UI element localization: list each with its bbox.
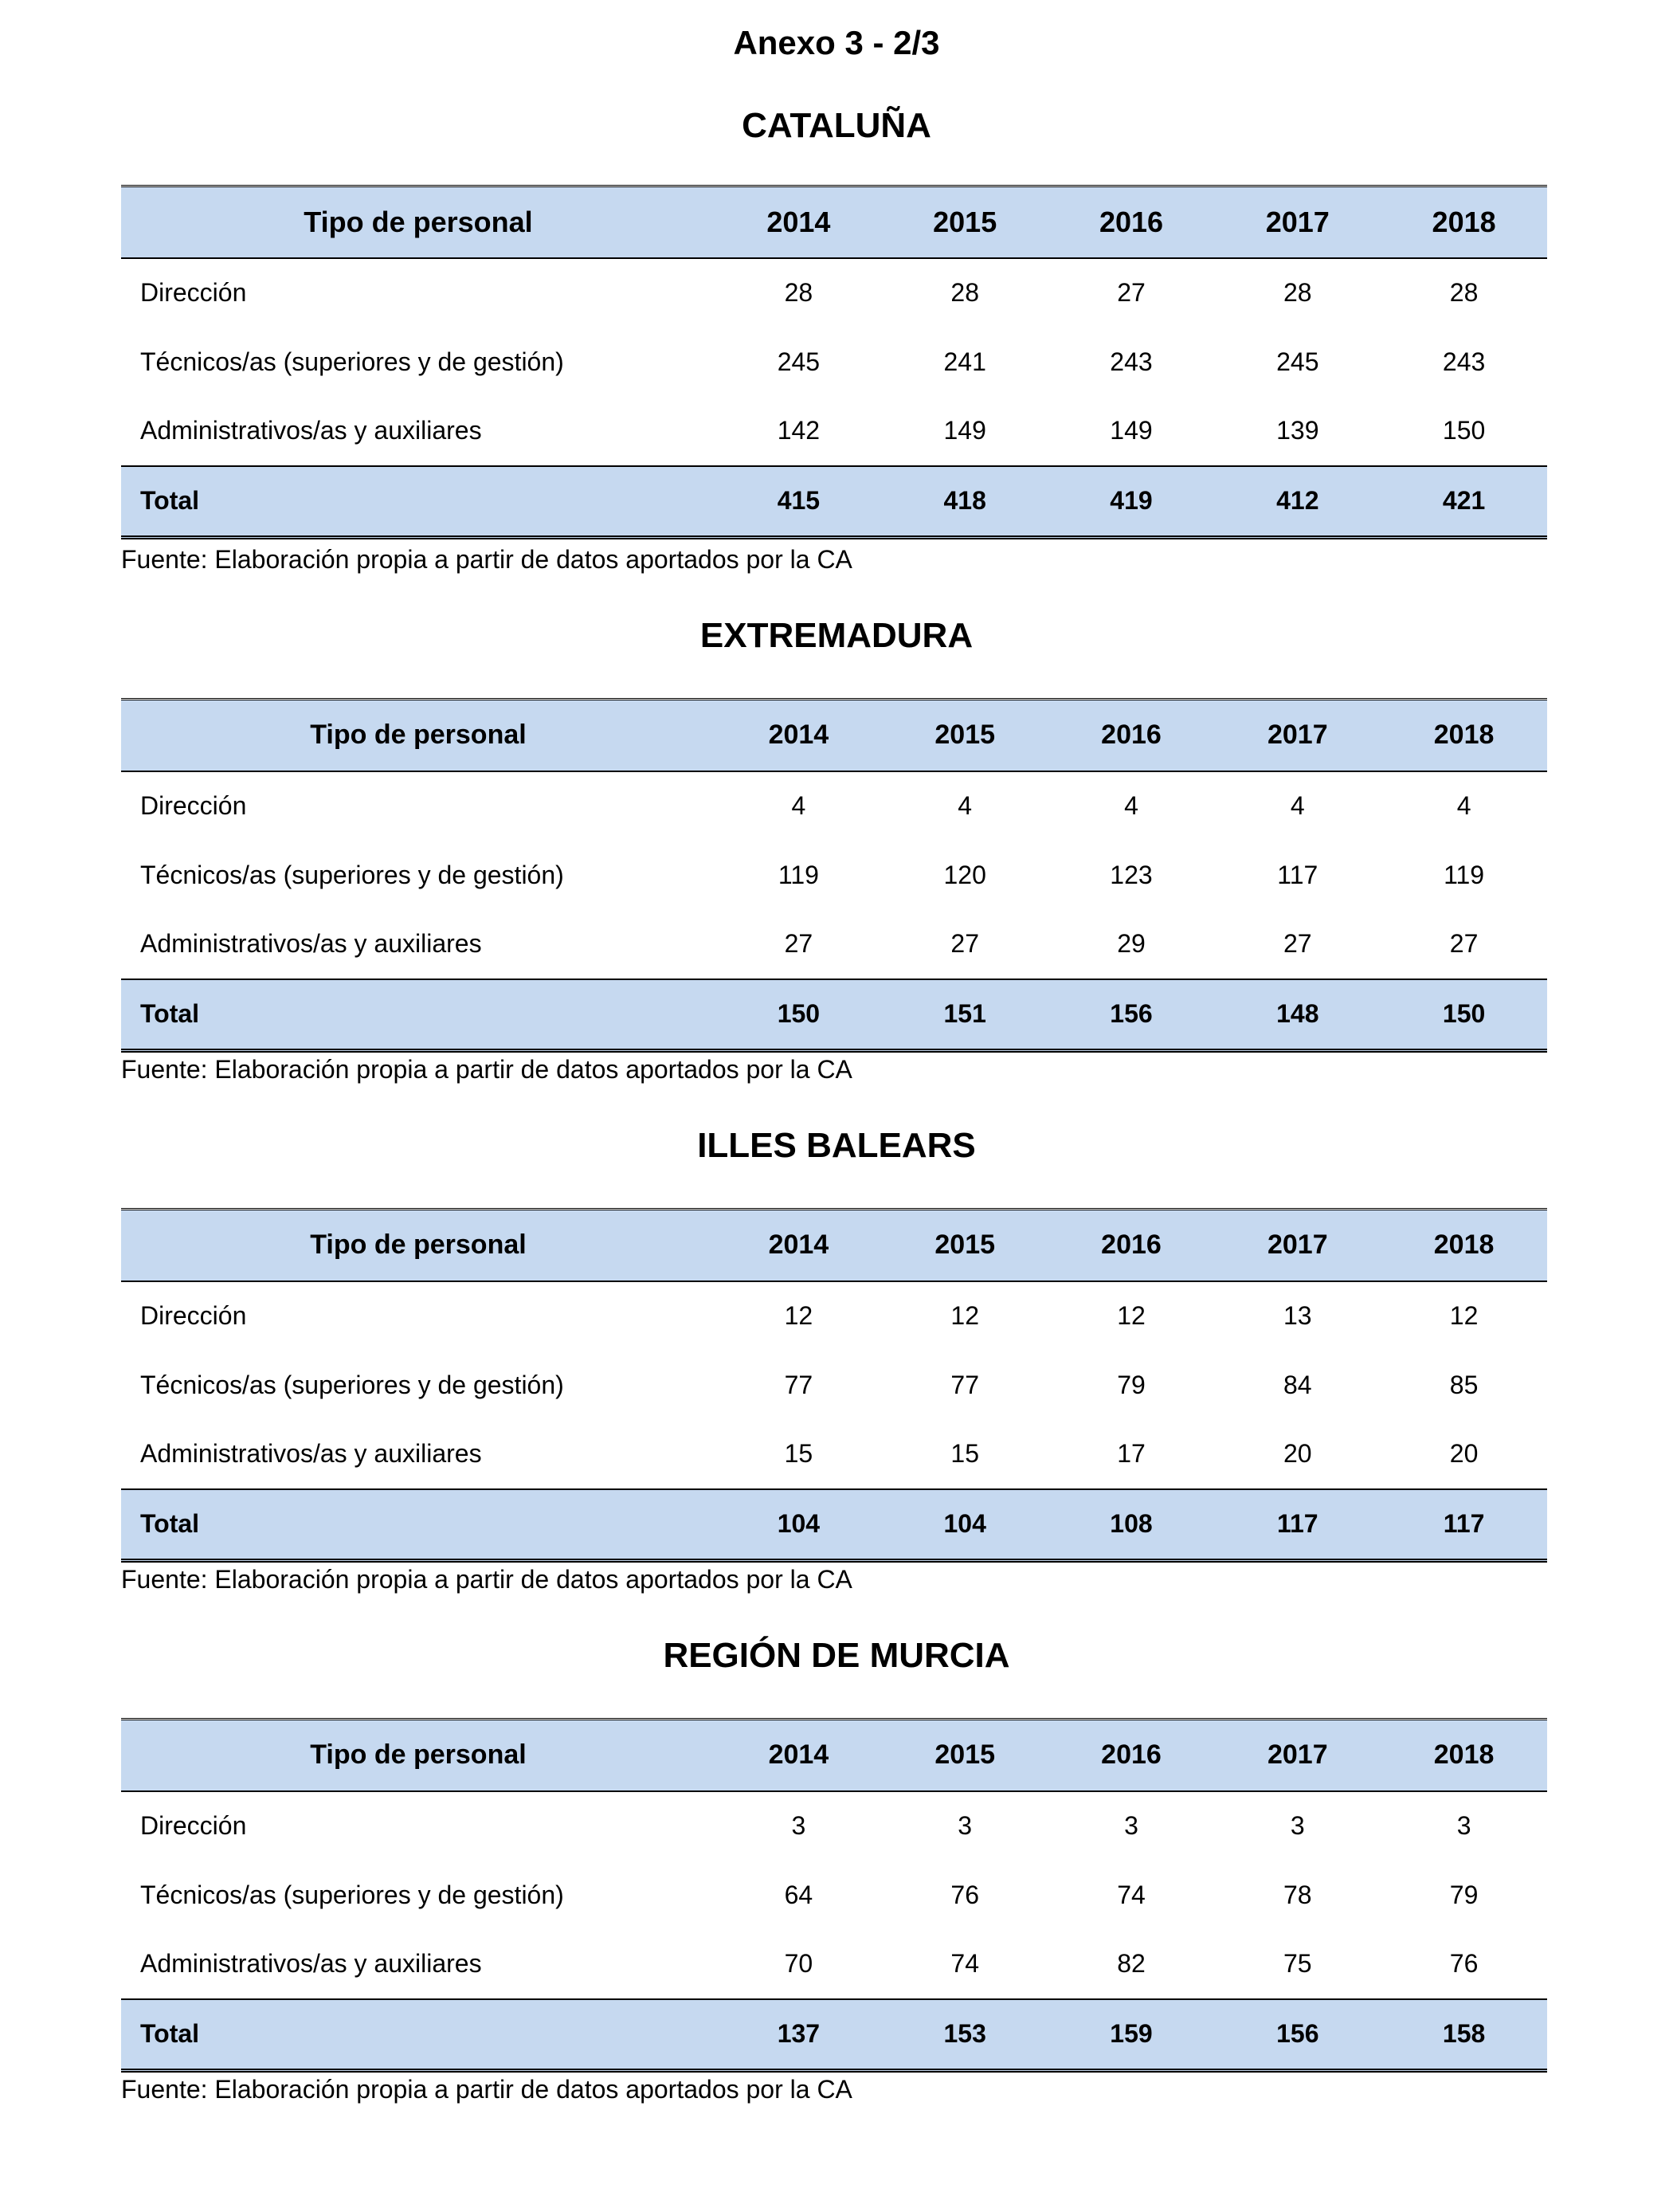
column-header-type: Tipo de personal — [121, 700, 715, 771]
column-header-year: 2015 — [882, 1720, 1048, 1791]
table-cell: 3 — [1456, 1811, 1471, 1840]
table-cell: 12 — [950, 1301, 979, 1330]
total-cell: 419 — [1048, 466, 1215, 538]
table-cell: 28 — [1449, 278, 1479, 307]
column-header-type: Tipo de personal — [121, 186, 715, 258]
row-label: Técnicos/as (superiores y de gestión) — [140, 860, 564, 889]
table-cell: 28 — [1283, 278, 1312, 307]
region-title: EXTREMADURA — [699, 616, 974, 655]
column-header-year: 2014 — [715, 1210, 882, 1281]
table-cell: 4 — [958, 791, 973, 820]
table-cell: 29 — [1117, 929, 1146, 958]
table-cell: 3 — [791, 1811, 806, 1840]
total-cell: 156 — [1048, 979, 1215, 1051]
table-row — [121, 1930, 1547, 1999]
region-section-illes-balears — [120, 1122, 1554, 1608]
total-cell: 156 — [1214, 1999, 1381, 2071]
total-cell: 412 — [1214, 466, 1381, 538]
region-title: CATALUÑA — [742, 106, 931, 145]
total-label: Total — [121, 979, 715, 1051]
table-row — [121, 327, 1547, 397]
column-header-year: 2016 — [1048, 186, 1215, 258]
row-label: Administrativos/as y auxiliares — [140, 929, 482, 958]
table-cell: 12 — [1449, 1301, 1479, 1330]
staff-table — [121, 1208, 1547, 1563]
total-cell: 137 — [715, 1999, 882, 2071]
row-label: Administrativos/as y auxiliares — [140, 1949, 482, 1978]
table-row — [121, 1791, 1547, 1861]
staff-table — [121, 1718, 1547, 2073]
table-cell: 28 — [784, 278, 813, 307]
total-cell: 415 — [715, 466, 882, 538]
column-header-year: 2018 — [1381, 1210, 1547, 1281]
table-cell: 17 — [1117, 1439, 1146, 1468]
total-cell: 150 — [1381, 979, 1547, 1051]
total-cell: 153 — [882, 1999, 1048, 2071]
column-header-year: 2015 — [882, 1210, 1048, 1281]
table-cell: 139 — [1276, 416, 1319, 445]
row-label: Administrativos/as y auxiliares — [140, 416, 482, 445]
table-cell: 3 — [1124, 1811, 1138, 1840]
total-row — [121, 466, 1547, 538]
column-header-type: Tipo de personal — [121, 1720, 715, 1791]
table-cell: 4 — [791, 791, 806, 820]
table-row — [121, 1351, 1547, 1420]
table-cell: 245 — [777, 347, 821, 376]
table-cell: 12 — [1117, 1301, 1146, 1330]
column-header-year: 2015 — [882, 186, 1048, 258]
table-cell: 20 — [1283, 1439, 1312, 1468]
table-cell: 27 — [1283, 929, 1312, 958]
row-label: Técnicos/as (superiores y de gestión) — [140, 1880, 564, 1909]
table-cell: 27 — [950, 929, 979, 958]
row-label: Dirección — [140, 1811, 247, 1840]
table-cell: 75 — [1283, 1949, 1312, 1978]
column-header-year: 2017 — [1214, 186, 1381, 258]
table-row — [121, 1420, 1547, 1489]
total-row — [121, 1489, 1547, 1561]
total-label: Total — [121, 1999, 715, 2071]
table-cell: 77 — [784, 1370, 813, 1399]
staff-table — [121, 185, 1547, 539]
table-row — [121, 771, 1547, 841]
total-cell: 117 — [1381, 1489, 1547, 1561]
table-cell: 243 — [1110, 347, 1153, 376]
column-header-year: 2016 — [1048, 700, 1215, 771]
table-cell: 27 — [1117, 278, 1146, 307]
table-cell: 120 — [943, 860, 986, 889]
total-cell: 158 — [1381, 1999, 1547, 2071]
table-cell: 142 — [777, 416, 821, 445]
table-cell: 123 — [1110, 860, 1153, 889]
total-cell: 418 — [882, 466, 1048, 538]
table-cell: 27 — [1449, 929, 1479, 958]
region-title: REGIÓN DE MURCIA — [663, 1636, 1010, 1675]
table-cell: 15 — [950, 1439, 979, 1468]
column-header-year: 2014 — [715, 1720, 882, 1791]
table-cell: 79 — [1117, 1370, 1146, 1399]
table-cell: 85 — [1449, 1370, 1479, 1399]
column-header-year: 2017 — [1214, 1210, 1381, 1281]
table-cell: 3 — [958, 1811, 973, 1840]
table-cell: 150 — [1442, 416, 1486, 445]
table-cell: 3 — [1290, 1811, 1305, 1840]
table-cell: 149 — [943, 416, 986, 445]
region-section-murcia — [120, 1632, 1554, 2118]
table-row — [121, 910, 1547, 979]
column-header-year: 2018 — [1381, 186, 1547, 258]
column-header-year: 2016 — [1048, 1720, 1215, 1791]
region-title: ILLES BALEARS — [697, 1126, 976, 1165]
column-header-year: 2018 — [1381, 1720, 1547, 1791]
table-header-row — [121, 186, 1547, 258]
table-cell: 4 — [1456, 791, 1471, 820]
table-cell: 117 — [1277, 860, 1318, 889]
total-cell: 104 — [715, 1489, 882, 1561]
column-header-year: 2016 — [1048, 1210, 1215, 1281]
table-cell: 241 — [943, 347, 986, 376]
total-row — [121, 979, 1547, 1051]
table-cell: 12 — [784, 1301, 813, 1330]
row-label: Dirección — [140, 791, 247, 820]
source-note: Fuente: Elaboración propia a partir de datos aportados por la CA — [121, 1565, 852, 1594]
column-header-year: 2017 — [1214, 1720, 1381, 1791]
column-header-type: Tipo de personal — [121, 1210, 715, 1281]
table-cell: 70 — [784, 1949, 813, 1978]
column-header-year: 2018 — [1381, 700, 1547, 771]
table-header-row — [121, 1210, 1547, 1281]
table-cell: 84 — [1283, 1370, 1312, 1399]
row-label: Dirección — [140, 1301, 247, 1330]
table-header-row — [121, 1720, 1547, 1791]
total-cell: 148 — [1214, 979, 1381, 1051]
table-cell: 28 — [950, 278, 979, 307]
table-cell: 20 — [1449, 1439, 1479, 1468]
total-row — [121, 1999, 1547, 2071]
total-cell: 159 — [1048, 1999, 1215, 2071]
table-row — [121, 397, 1547, 466]
total-label: Total — [121, 466, 715, 538]
table-row — [121, 1861, 1547, 1930]
table-cell: 4 — [1124, 791, 1138, 820]
table-row — [121, 841, 1547, 910]
table-cell: 76 — [950, 1880, 979, 1909]
column-header-year: 2014 — [715, 186, 882, 258]
column-header-year: 2017 — [1214, 700, 1381, 771]
total-cell: 108 — [1048, 1489, 1215, 1561]
table-cell: 74 — [950, 1949, 979, 1978]
column-header-year: 2014 — [715, 700, 882, 771]
region-section-extremadura — [120, 612, 1554, 1098]
table-cell: 64 — [784, 1880, 813, 1909]
row-label: Técnicos/as (superiores y de gestión) — [140, 1370, 564, 1399]
source-note: Fuente: Elaboración propia a partir de datos aportados por la CA — [121, 545, 852, 574]
total-label: Total — [121, 1489, 715, 1561]
table-cell: 4 — [1290, 791, 1305, 820]
table-cell: 149 — [1110, 416, 1153, 445]
total-cell: 104 — [882, 1489, 1048, 1561]
row-label: Administrativos/as y auxiliares — [140, 1439, 482, 1468]
table-cell: 27 — [784, 929, 813, 958]
table-cell: 245 — [1276, 347, 1319, 376]
table-cell: 76 — [1449, 1949, 1479, 1978]
table-row — [121, 258, 1547, 327]
column-header-year: 2015 — [882, 700, 1048, 771]
total-cell: 151 — [882, 979, 1048, 1051]
table-cell: 78 — [1283, 1880, 1312, 1909]
table-cell: 119 — [778, 860, 819, 889]
table-cell: 119 — [1444, 860, 1485, 889]
table-cell: 15 — [784, 1439, 813, 1468]
total-cell: 117 — [1214, 1489, 1381, 1561]
table-cell: 77 — [950, 1370, 979, 1399]
region-section-cataluna — [120, 102, 1554, 588]
page-title: Anexo 3 - 2/3 — [733, 24, 940, 61]
source-note: Fuente: Elaboración propia a partir de datos aportados por la CA — [121, 2075, 852, 2104]
row-label: Dirección — [140, 278, 247, 307]
total-cell: 421 — [1381, 466, 1547, 538]
table-cell: 13 — [1283, 1301, 1312, 1330]
table-cell: 243 — [1442, 347, 1486, 376]
table-cell: 79 — [1449, 1880, 1479, 1909]
row-label: Técnicos/as (superiores y de gestión) — [140, 347, 564, 376]
source-note: Fuente: Elaboración propia a partir de datos aportados por la CA — [121, 1055, 852, 1084]
staff-table — [121, 698, 1547, 1053]
total-cell: 150 — [715, 979, 882, 1051]
table-cell: 82 — [1117, 1949, 1146, 1978]
table-header-row — [121, 700, 1547, 771]
table-row — [121, 1281, 1547, 1351]
table-cell: 74 — [1117, 1880, 1146, 1909]
